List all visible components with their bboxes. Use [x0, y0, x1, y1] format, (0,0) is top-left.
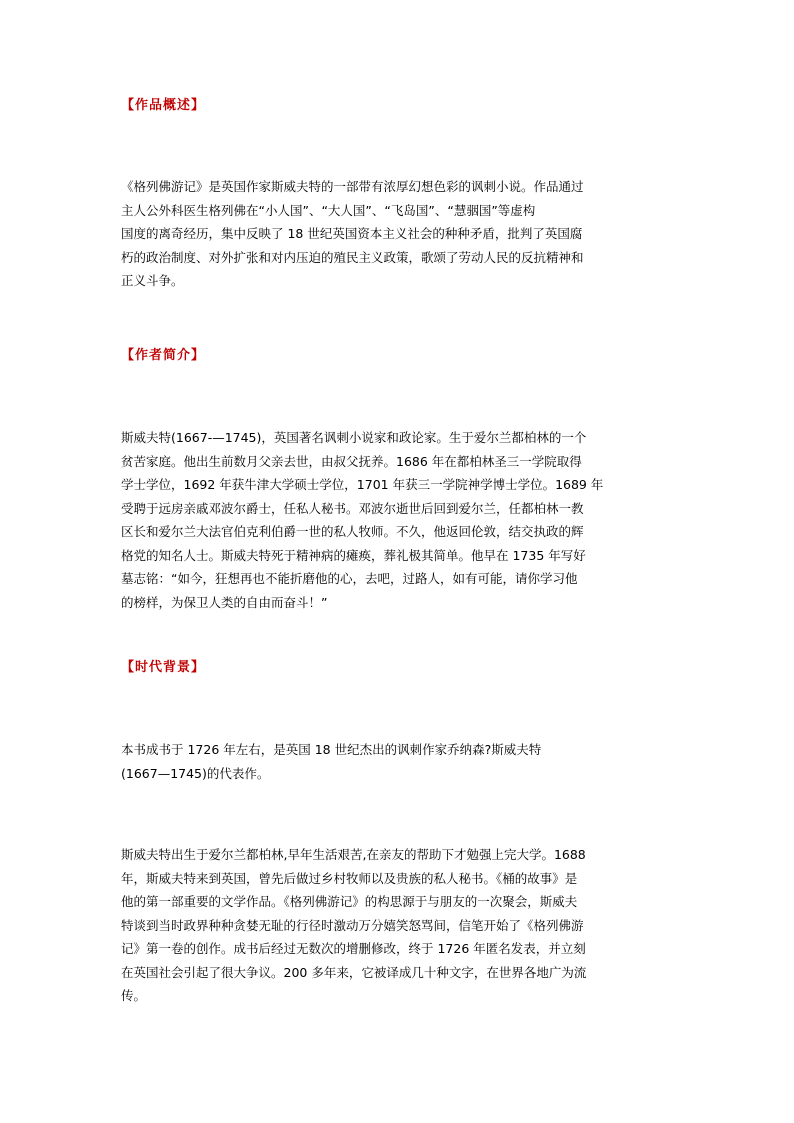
paragraph-line: 正义斗争。 [121, 273, 184, 288]
author-heading: 【作者简介】 [121, 348, 206, 363]
paragraph-line: 传。 [121, 988, 147, 1003]
author-paragraph [121, 426, 677, 614]
paragraph-line: 墓志铭：“如今，狂想再也不能折磨他的心，去吧，过路人，如有可能，请你学习他 [121, 571, 578, 586]
paragraph-line: 朽的政治制度、对外扩张和对内压迫的殖民主义政策，歌颂了劳动人民的反抗精神和 [121, 249, 584, 265]
overview-heading: 【作品概述】 [121, 98, 206, 113]
paragraph-line: 斯威夫特出生于爱尔兰都柏林,早年生活艰苦,在亲友的帮助下才勉强上完大学。1688 [121, 847, 586, 862]
paragraph-line: 记》第一卷的创作。成书后经过无数次的增删修改，终于 1726 年匿名发表，并立刻 [121, 941, 586, 956]
paragraph-line: 他的第一部重要的文学作品。《格列佛游记》的构思源于与朋友的一次聚会，斯威夫 [121, 894, 578, 909]
paragraph-line: 受聘于远房亲戚邓波尔爵士，任私人秘书。邓波尔逝世后回到爱尔兰，任都柏林一教 [121, 500, 584, 516]
background-paragraph-1 [121, 738, 677, 785]
paragraph-line: 《格列佛游记》是英国作家斯威夫特的一部带有浓厚幻想色彩的讽刺小说。作品通过 [121, 179, 584, 194]
paragraph-line: 的榜样，为保卫人类的自由而奋斗！” [121, 594, 328, 610]
paragraph-line: 贫苦家庭。他出生前数月父亲去世，由叔父抚养。1686 年在都柏林圣三一学院取得 [121, 453, 582, 469]
paragraph-line: 区长和爱尔兰大法官伯克利伯爵一世的私人牧师。不久，他返回伦敦，结交执政的辉 [121, 524, 584, 539]
paragraph-line: 年，斯威夫特来到英国，曾先后做过乡村牧师以及贵族的私人秘书。《桶的故事》是 [121, 870, 578, 886]
paragraph-line: 学士学位，1692 年获牛津大学硕士学位，1701 年获三一学院神学博士学位。1689 年 [121, 477, 604, 492]
background-heading: 【时代背景】 [121, 660, 206, 675]
paragraph-line: 主人公外科医生格列佛在“小人国”、“大人国”、“飞岛国”、“慧骃国”等虚构 [121, 202, 536, 218]
overview-paragraph [121, 175, 677, 293]
paragraph-line: 格党的知名人士。斯威夫特死于精神病的瘫痪，葬礼极其简单。他早在 1735 年写好 [121, 547, 586, 563]
paragraph-line: 在英国社会引起了很大争议。200 多年来，它被译成几十种文字，在世界各地广为流 [121, 964, 587, 980]
paragraph-line: (1667—1745)的代表作。 [121, 765, 270, 781]
paragraph-line: 本书成书于 1726 年左右，是英国 18 世纪杰出的讽刺作家乔纳森?斯威夫特 [121, 742, 542, 757]
background-paragraph-2 [121, 843, 677, 1008]
paragraph-line: 国度的离奇经历，集中反映了 18 世纪英国资本主义社会的种种矛盾，批判了英国腐 [121, 226, 583, 241]
paragraph-line: 斯威夫特(1667-—1745)，英国著名讽刺小说家和政论家。生于爱尔兰都柏林的一个 [121, 430, 587, 445]
paragraph-line: 特谈到当时政界种种贪婪无耻的行径时激动万分嬉笑怒骂间，信笔开始了《格列佛游 [121, 917, 584, 933]
